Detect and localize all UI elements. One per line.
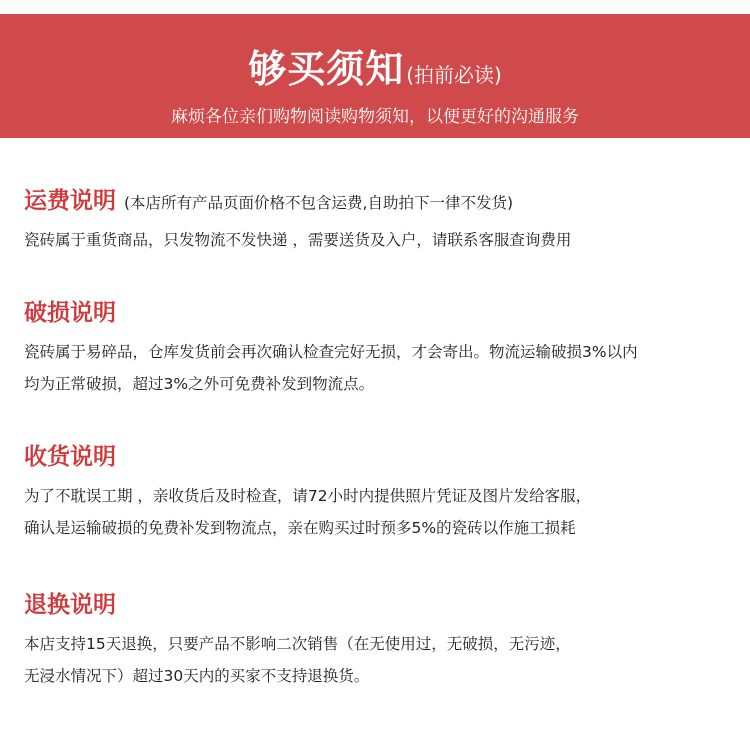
title-row (0, 38, 750, 93)
section-title: 收货说明 (24, 444, 116, 470)
section-line: 瓷砖属于易碎品，仓库发货前会再次确认检查完好无损，才会寄出。物流运输破损3%以内 (24, 343, 638, 361)
title-note: (拍前必读) (406, 63, 502, 87)
section-returns (24, 588, 740, 692)
section-title: 破损说明 (24, 300, 116, 326)
section-body (24, 336, 740, 400)
notice-header (0, 14, 750, 138)
section-line: 均为正常破损，超过3%之外可免费补发到物流点。 (24, 375, 375, 393)
section-header (24, 296, 740, 330)
section-line: 瓷砖属于重货商品，只发物流不发快递 ，需要送货及入户，请联系客服查询费用 (24, 231, 572, 249)
section-body (24, 480, 740, 544)
section-line: 确认是运输破损的免费补发到物流点，亲在购买过时预多5%的瓷砖以作施工损耗 (24, 519, 576, 537)
section-line: 为了不耽误工期 ，亲收货后及时检查，请72小时内提供照片凭证及图片发给客服， (24, 487, 592, 505)
page-subtitle: 麻烦各位亲们购物阅读购物须知，以便更好的沟通服务 (171, 107, 579, 127)
section-title: 运费说明 (24, 188, 116, 214)
section-damage (24, 296, 740, 400)
section-header (24, 184, 740, 218)
section-header (24, 440, 740, 474)
section-shipping (24, 184, 740, 256)
section-line: 无浸水情况下）超过30天内的买家不支持退换货。 (24, 667, 370, 685)
page-title: 够买须知 (248, 47, 405, 91)
section-title: 退换说明 (24, 592, 116, 618)
section-header (24, 588, 740, 622)
section-note: (本店所有产品页面价格不包含运费,自助拍下一律不发货) (124, 194, 514, 212)
section-body (24, 628, 740, 692)
section-receiving (24, 440, 740, 544)
section-body (24, 224, 740, 256)
section-line: 本店支持15天退换，只要产品不影响二次销售（在无使用过，无破损，无污迹， (24, 635, 571, 653)
